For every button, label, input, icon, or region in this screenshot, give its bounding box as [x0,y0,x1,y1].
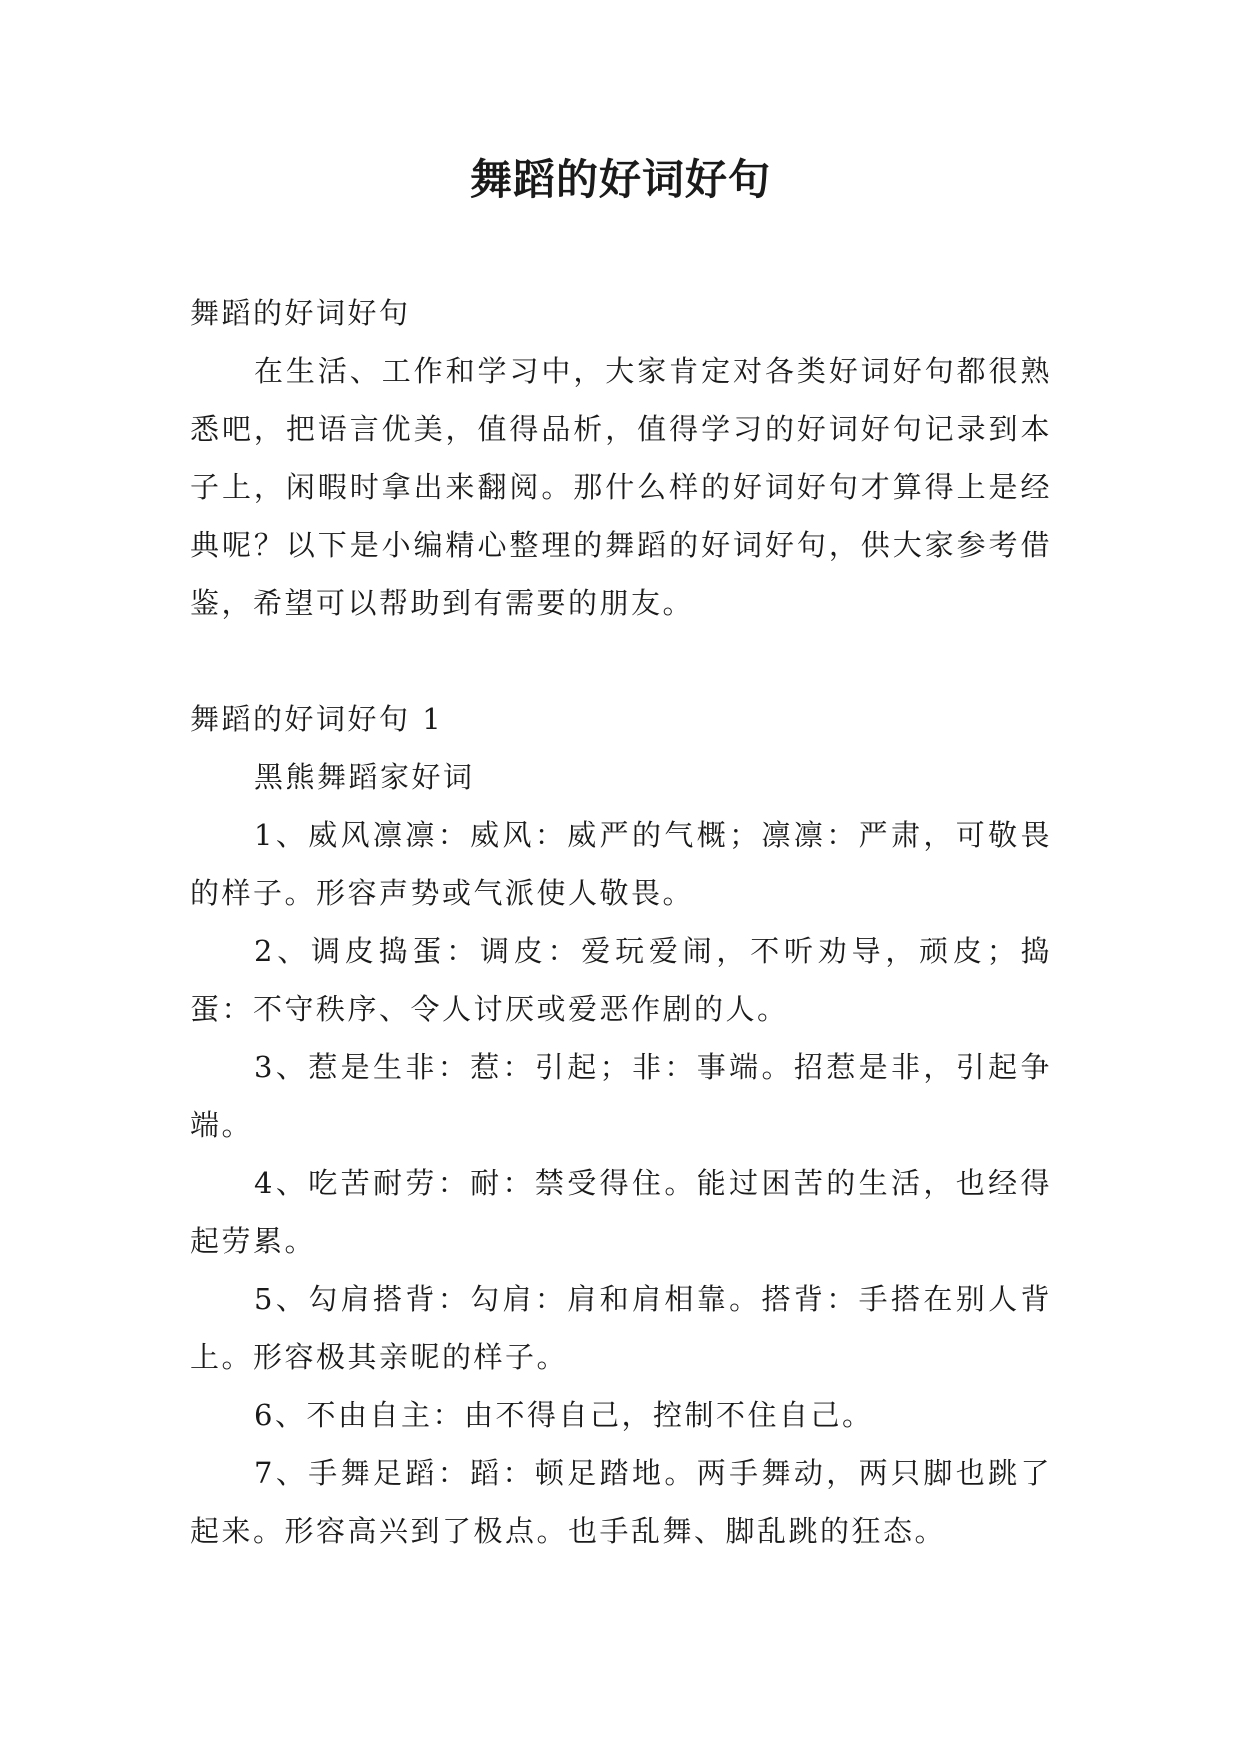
list-item: 5、勾肩搭背：勾肩：肩和肩相靠。搭背：手搭在别人背上。形容极其亲昵的样子。 [190,1282,1052,1374]
list-item: 2、调皮捣蛋：调皮：爱玩爱闹，不听劝导，顽皮；捣蛋：不守秩序、令人讨厌或爱恶作剧的人。 [190,934,1052,1026]
document-subtitle: 舞蹈的好词好句 [190,296,411,330]
paragraph-spacer [190,632,1052,690]
document-title: 舞蹈的好词好句 [469,155,771,204]
list-item: 3、惹是生非：惹：引起；非：事端。招惹是非，引起争端。 [190,1050,1052,1142]
section-subheading: 黑熊舞蹈家好词 [254,760,475,794]
document-body [190,284,1052,1560]
list-item: 1、威风凛凛：威风：威严的气概；凛凛：严肃，可敬畏的样子。形容声势或气派使人敬畏。 [190,818,1052,910]
list-item: 6、不由自主：由不得自己，控制不住自己。 [254,1398,874,1432]
list-item: 4、吃苦耐劳：耐：禁受得住。能过困苦的生活，也经得起劳累。 [190,1166,1052,1258]
section-heading: 舞蹈的好词好句 1 [190,702,444,736]
intro-paragraph: 在生活、工作和学习中，大家肯定对各类好词好句都很熟悉吧，把语言优美，值得品析，值得学习的好词好句记录到本子上，闲暇时拿出来翻阅。那什么样的好词好句才算得上是经典呢？以下是小编精心整理的舞蹈的好词好句，供大家参考借鉴，希望可以帮助到有需要的朋友。 [190,354,1052,620]
list-item: 7、手舞足蹈：蹈：顿足踏地。两手舞动，两只脚也跳了起来。形容高兴到了极点。也手乱舞、脚乱跳的狂态。 [190,1456,1052,1548]
